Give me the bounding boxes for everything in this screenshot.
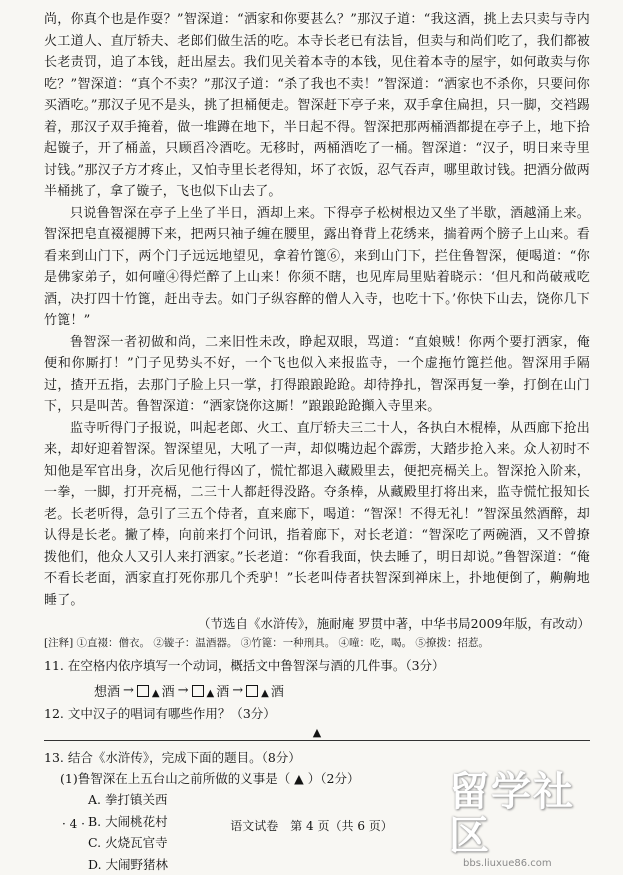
question-12: 12. 文中汉子的唱词有哪些作用？（3分） — [44, 703, 590, 724]
passage-paragraph-3: 鲁智深一者初做和尚，二来旧性未改，睁起双眼，骂道：“直娘贼！你两个要打洒家，俺便和你厮打！”门子见势头不好，一个飞也似入来报监寺，一个虚拖竹篦拦他。智深用手隔过，揸开五指，去那门子脸上只一掌，打得踉踉跄跄。却待挣扎，智深再复一拳，打倒在山门下，只是叫苦。鲁智深道：“洒家饶你这厮！”踉踉跄跄攧入寺里来。 — [44, 332, 590, 418]
passage-paragraph-4: 监寺听得门子报说，叫起老郎、火工、直厅轿夫三二十人，各执白木棍棒，从西廊下抢出来，却好迎着智深。智深望见，大吼了一声，却似嘴边起个霹雳，大踏步抢入来。众人初时不知他是军官出身，次后见他行得凶了，慌忙都退入藏殿里去，便把亮槅关上。智深抢入阶来，一拳，一脚，打开亮槅，二三十人都赶得没路。夺条棒，从藏殿里打将出来，监寺慌忙报知长老。长老听得，急引了三五个侍者，直来廊下，喝道：“智深！不得无礼！”智深虽然酒醉，却认得是长老。撇了棒，向前来打个问讯，指着廊下，对长老道：“智深吃了两碗酒，又不曾撩拨他们，他众人又引人来打洒家。”长老道：“你看我面，快去睡了，明日却说。”鲁智深道：“俺不看长老面，洒家直打死你那几个秃驴！”长老叫侍者扶智深到禅床上，扑地便倒了，齁齁地睡了。 — [44, 418, 590, 612]
page-number: · 4 · — [62, 817, 85, 831]
blank-2[interactable]: ▲ 酒 — [192, 681, 230, 700]
blank-1[interactable]: ▲ 酒 — [137, 681, 175, 700]
exam-page — [44, 9, 590, 875]
watermark-logo: 留学社区 — [449, 770, 599, 858]
arrow-2: → — [178, 683, 189, 698]
option-b: B. 大闹桃花村 — [88, 811, 590, 833]
option-a: A. 拳打镇关西 — [88, 789, 590, 811]
option-c: C. 火烧瓦官寺 — [88, 832, 590, 854]
source-citation: （节选自《水浒传》，施耐庵 罗贯中著，中华书局2009年版，有改动） — [44, 613, 590, 634]
passage-paragraph-2: 只说鲁智深在亭子上坐了半日，酒却上来。下得亭子松树根边又坐了半歇，酒越涌上来。智深把皂直裰褪膊下来，把两只袖子缠在腰里，露出脊背上花绣来，揣着两个膀子上山来。看看来到山门下，两个门子远远地望见，拿着竹篦⑥，来到山门下，拦住鲁智深，便喝道：“你是佛家弟子，如何噇④得烂醉了上山来！你须不瞎，也见库局里贴着晓示：‘但凡和尚破戒吃酒，决打四十竹篦，赶出寺去。如门子纵容醉的僧人入寺，也吃十下。’你快下山去，饶你几下竹篦！” — [44, 203, 590, 332]
answer-mark: ▲ — [313, 726, 321, 739]
chain-first: 想酒 — [94, 681, 120, 700]
watermark-url: bbs.liuxue86.com — [463, 858, 599, 869]
question-11: 11. 在空格内依序填写一个动词，概括文中鲁智深与酒的几件事。（3分） — [44, 655, 590, 676]
arrow-3: → — [232, 683, 243, 698]
q11-fill-chain — [94, 681, 590, 700]
option-d: D. 大闹野猪林 — [88, 854, 590, 875]
answer-line[interactable] — [44, 726, 590, 744]
annotations: [注释] ①直裰：僧衣。 ②镟子：温酒器。 ③竹篦：一种刑具。 ④噇：吃，喝。 ⑤撩拨：招惹。 — [44, 635, 590, 652]
question-13-1: (1)鲁智深在上五台山之前所做的义事是（ ▲ ）（2分） — [60, 768, 590, 789]
question-13: 13. 结合《水浒传》，完成下面的题目。（8分） — [44, 747, 590, 768]
arrow-1: → — [123, 683, 134, 698]
watermark — [449, 770, 599, 840]
blank-3[interactable]: ▲ 酒 — [246, 681, 284, 700]
passage-paragraph-1: 尚，你真个也是作耍？”智深道：“洒家和你要甚么？”那汉子道：“我这酒，挑上去只卖与寺内火工道人、直厅轿夫、老郎们做生活的吃。本寺长老已有法旨，但卖与和尚们吃了，我们都被长老责罚，追了本钱，赶出屋去。我们见关着本寺的本钱，见住着本寺的屋宇，如何敢卖与你吃？”智深道：“真个不卖？”那汉子道：“杀了我也不卖！”智深道：“洒家也不杀你，只要问你买酒吃。”那汉子见不是头，挑了担桶便走。智深赶下亭子来，双手拿住扁担，只一脚，交裆踢着，那汉子双手掩着，做一堆蹲在地下，半日起不得。智深把那两桶酒都提在亭子上，地下拾起镟子，开了桶盖，只顾舀冷酒吃。无移时，两桶酒吃了一桶。智深道：“汉子，明日来寺里讨钱。”那汉子方才疼止，又怕寺里长老得知，坏了衣饭，忍气吞声，哪里敢讨钱。把酒分做两半桶挑了，拿了镟子，飞也似下山去了。 — [44, 9, 590, 203]
footer-title: 语文试卷 第 4 页（共 6 页） — [0, 817, 623, 834]
